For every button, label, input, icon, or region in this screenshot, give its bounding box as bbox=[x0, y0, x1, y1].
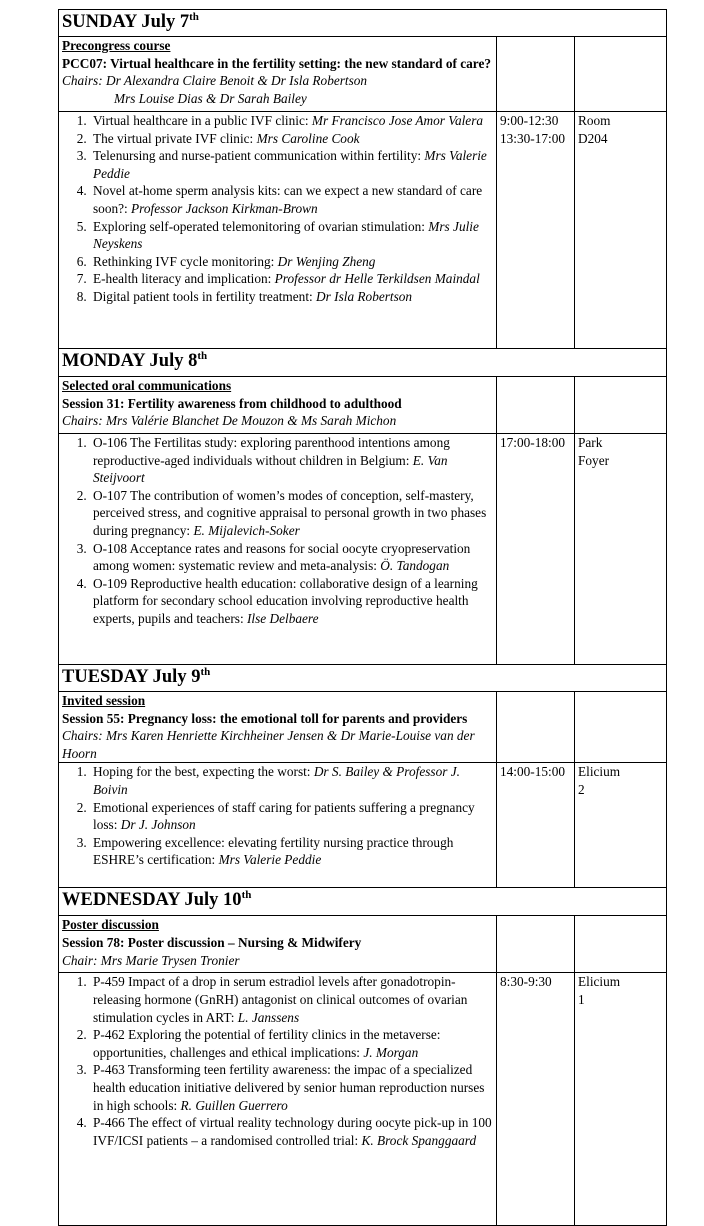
time-line: 8:30-9:30 bbox=[500, 974, 552, 990]
talk-item bbox=[90, 1114, 494, 1149]
talk-title: Virtual healthcare in a public IVF clinic: bbox=[93, 113, 312, 128]
talks-row bbox=[59, 973, 667, 1226]
talk-speaker: Mrs Valerie Peddie bbox=[93, 148, 487, 181]
day-header bbox=[59, 665, 667, 692]
day-ordinal-suffix: th bbox=[241, 889, 252, 902]
talk-speaker: E. Mijalevich-Soker bbox=[193, 522, 300, 538]
talk-title: P-459 Impact of a drop in serum estradiol levels after gonadotropin-releasing hormone (GnRH) antagonist on clinical outcomes of ovarian stimulation cycles in ART: bbox=[93, 974, 468, 1025]
day-ordinal-suffix: th bbox=[200, 665, 211, 678]
talk-speaker: Ilse Delbaere bbox=[246, 610, 319, 626]
day-header-row bbox=[59, 349, 667, 377]
programme-body bbox=[59, 10, 667, 1226]
talk-item bbox=[90, 288, 494, 306]
talk-title: O-108 Acceptance rates and reasons for social oocyte cryopreservation among women: systematic review and meta-analysis: bbox=[93, 540, 471, 574]
talk-list bbox=[62, 973, 494, 1149]
day-header bbox=[59, 349, 667, 377]
session-type: Poster discussion bbox=[62, 917, 159, 933]
talk-speaker: J. Morgan bbox=[363, 1044, 419, 1060]
empty-time-cell bbox=[497, 37, 575, 112]
time-line: 14:00-15:00 bbox=[500, 764, 566, 780]
talk-list bbox=[62, 112, 494, 306]
talk-speaker: Mrs Valerie Peddie bbox=[218, 852, 322, 868]
talk-speaker: L. Janssens bbox=[237, 1009, 300, 1025]
session-room bbox=[575, 763, 667, 888]
session-header bbox=[59, 916, 497, 973]
room-line: Park bbox=[578, 435, 603, 450]
talk-speaker: Dr Wenjing Zheng bbox=[277, 253, 376, 269]
talk-title: Telenursing and nurse-patient communication within fertility: bbox=[93, 148, 425, 164]
room-line: D204 bbox=[578, 130, 608, 146]
talk-title: Novel at-home sperm analysis kits: can we expect a new standard of care soon?: bbox=[93, 183, 483, 216]
room-line: 1 bbox=[578, 991, 585, 1007]
talk-title: Hoping for the best, expecting the worst: bbox=[93, 764, 314, 780]
talk-list-cell bbox=[59, 973, 497, 1226]
room-line: Elicium bbox=[578, 974, 621, 990]
talk-list-cell bbox=[59, 763, 497, 888]
room-line: Foyer bbox=[578, 452, 610, 468]
talk-item bbox=[90, 1061, 494, 1114]
session-room bbox=[575, 434, 667, 665]
talk-title: Rethinking IVF cycle monitoring: bbox=[93, 253, 278, 269]
talk-item bbox=[90, 799, 494, 834]
session-chairs: Chair: Mrs Marie Trysen Tronier bbox=[62, 952, 240, 968]
session-header-row bbox=[59, 377, 667, 434]
talk-item bbox=[90, 434, 494, 487]
talk-item bbox=[90, 834, 494, 869]
talk-speaker: R. Guillen Guerrero bbox=[180, 1097, 288, 1113]
talk-item bbox=[90, 575, 494, 628]
session-time bbox=[497, 763, 575, 888]
session-title: Session 31: Fertility awareness from childhood to adulthood bbox=[62, 395, 402, 411]
day-label: TUESDAY July 9 bbox=[62, 667, 201, 687]
session-type: Invited session bbox=[62, 693, 146, 708]
talk-item bbox=[90, 218, 494, 253]
session-time bbox=[497, 112, 575, 349]
day-header-row bbox=[59, 10, 667, 37]
talk-speaker: K. Brock Spanggaard bbox=[361, 1132, 477, 1148]
empty-room-cell bbox=[575, 37, 667, 112]
room-line: Elicium bbox=[578, 764, 621, 780]
talk-speaker: E. Van Steijvoort bbox=[93, 452, 448, 486]
talk-title: Emotional experiences of staff caring for patients suffering a pregnancy loss: bbox=[93, 799, 475, 833]
talks-row bbox=[59, 763, 667, 888]
talk-title: Exploring self-operated telemonitoring of ovarian stimulation: bbox=[93, 218, 429, 234]
talk-item bbox=[90, 182, 494, 217]
session-time bbox=[497, 973, 575, 1226]
talk-list-cell bbox=[59, 434, 497, 665]
talk-item bbox=[90, 253, 494, 271]
session-title: Session 55: Pregnancy loss: the emotional toll for parents and providers bbox=[62, 710, 468, 726]
session-header-row bbox=[59, 916, 667, 973]
talk-list-cell bbox=[59, 112, 497, 349]
talk-item bbox=[90, 270, 494, 288]
empty-time-cell bbox=[497, 377, 575, 434]
day-header-row bbox=[59, 888, 667, 916]
session-room bbox=[575, 973, 667, 1226]
talk-title: P-463 Transforming teen fertility awareness: the impac of a specialized health education initiative delivered by senior human reproduction nurses in high schools: bbox=[93, 1062, 485, 1113]
session-title: PCC07: Virtual healthcare in the fertility setting: the new standard of care? bbox=[62, 55, 492, 71]
time-line: 17:00-18:00 bbox=[500, 435, 566, 450]
time-line: 13:30-17:00 bbox=[500, 130, 566, 146]
talks-row bbox=[59, 112, 667, 349]
room-line: 2 bbox=[578, 781, 585, 797]
talk-list bbox=[62, 434, 494, 628]
talk-list bbox=[62, 763, 494, 869]
empty-time-cell bbox=[497, 692, 575, 763]
talk-speaker: Mrs Julie Neyskens bbox=[93, 218, 479, 252]
talk-title: The virtual private IVF clinic: bbox=[93, 130, 257, 146]
day-label: SUNDAY July 7 bbox=[62, 12, 190, 32]
talk-title: Empowering excellence: elevating fertility nursing practice through ESHRE’s certification: bbox=[93, 834, 454, 868]
empty-room-cell bbox=[575, 916, 667, 973]
talks-row bbox=[59, 434, 667, 665]
empty-time-cell bbox=[497, 916, 575, 973]
day-ordinal-suffix: th bbox=[189, 10, 199, 23]
talk-speaker: Dr J. Johnson bbox=[120, 817, 196, 833]
session-header bbox=[59, 37, 497, 112]
session-chairs: Chairs: Mrs Valérie Blanchet De Mouzon & Ms Sarah Michon bbox=[62, 413, 397, 429]
session-chairs: Chairs: Dr Alexandra Claire Benoit & Dr Isla Robertson bbox=[62, 73, 368, 89]
talk-speaker: Dr Isla Robertson bbox=[316, 288, 413, 304]
talk-item bbox=[90, 973, 494, 1026]
session-header-row bbox=[59, 692, 667, 763]
session-chairs-continued: Mrs Louise Dias & Dr Sarah Bailey bbox=[114, 90, 307, 106]
session-chairs: Chairs: Mrs Karen Henriette Kirchheiner Jensen & Dr Marie-Louise van der Hoorn bbox=[62, 728, 475, 761]
session-time bbox=[497, 434, 575, 665]
empty-room-cell bbox=[575, 692, 667, 763]
talk-speaker: Professor dr Helle Terkildsen Maindal bbox=[274, 271, 480, 287]
talk-item bbox=[90, 147, 494, 182]
room-line: Room bbox=[578, 113, 611, 128]
talk-speaker: Professor Jackson Kirkman-Brown bbox=[131, 200, 318, 216]
session-type: Selected oral communications bbox=[62, 378, 232, 393]
day-label: MONDAY July 8 bbox=[62, 351, 198, 371]
time-line: 9:00-12:30 bbox=[500, 113, 559, 128]
day-header-row bbox=[59, 665, 667, 692]
talk-item bbox=[90, 130, 494, 148]
session-header-row bbox=[59, 37, 667, 112]
session-title: Session 78: Poster discussion – Nursing & Midwifery bbox=[62, 934, 362, 950]
session-header bbox=[59, 377, 497, 434]
talk-item bbox=[90, 1026, 494, 1061]
talk-title: Digital patient tools in fertility treatment: bbox=[93, 288, 317, 304]
empty-room-cell bbox=[575, 377, 667, 434]
talk-title: P-466 The effect of virtual reality technology during oocyte pick-up in 100 IVF/ICSI patients – a randomised controlled trial: bbox=[93, 1115, 492, 1148]
talk-item bbox=[90, 112, 494, 130]
talk-title: P-462 Exploring the potential of fertility clinics in the metaverse: opportunities, challenges and ethical implications: bbox=[93, 1027, 441, 1060]
talk-speaker: Ö. Tandogan bbox=[380, 558, 450, 574]
talk-speaker: Mr Francisco Jose Amor Valera bbox=[311, 113, 484, 128]
day-label: WEDNESDAY July 10 bbox=[62, 890, 242, 911]
day-header bbox=[59, 10, 667, 37]
session-header bbox=[59, 692, 497, 763]
programme-table bbox=[58, 9, 667, 1226]
session-room bbox=[575, 112, 667, 349]
session-type: Precongress course bbox=[62, 38, 171, 53]
day-header bbox=[59, 888, 667, 916]
talk-title: O-106 The Fertilitas study: exploring parenthood intentions among reproductive-aged individuals without children in Belgium: bbox=[93, 435, 450, 468]
talk-title: O-107 The contribution of women’s modes of conception, self-mastery, perceived stress, and cognitive appraisal to personal growth in two phases during pregnancy: bbox=[93, 487, 487, 538]
talk-speaker: Mrs Caroline Cook bbox=[256, 130, 360, 146]
talk-item bbox=[90, 540, 494, 575]
talk-speaker: Dr S. Bailey & Professor J. Boivin bbox=[93, 764, 460, 797]
day-ordinal-suffix: th bbox=[197, 349, 208, 362]
talk-item bbox=[90, 763, 494, 798]
talk-item bbox=[90, 487, 494, 540]
talk-title: O-109 Reproductive health education: collaborative design of a learning platform for secondary school education involving reproductive health experts, pupils and teachers: bbox=[93, 575, 478, 626]
talk-title: E-health literacy and implication: bbox=[93, 271, 275, 287]
